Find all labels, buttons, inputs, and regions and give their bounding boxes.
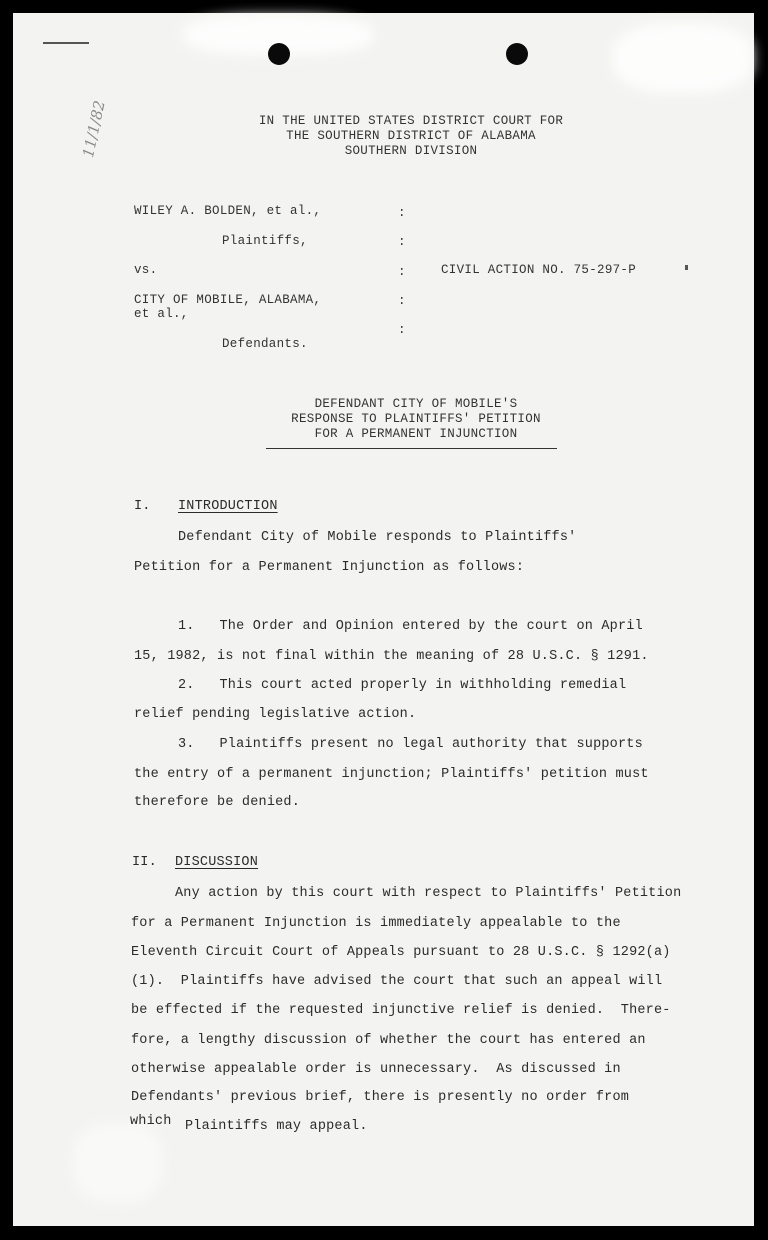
plaintiff-role: Plaintiffs, bbox=[222, 234, 308, 248]
discussion-line: (1). Plaintiffs have advised the court that such an appeal will bbox=[131, 974, 663, 989]
document-title-line2: RESPONSE TO PLAINTIFFS' PETITION bbox=[291, 412, 541, 426]
caption-separator: : bbox=[398, 294, 406, 308]
document-title-line1: DEFENDANT CITY OF MOBILE'S bbox=[314, 397, 518, 411]
point-2-line: 2. This court acted properly in withholding remedial bbox=[178, 678, 627, 693]
point-2-line: relief pending legislative action. bbox=[134, 707, 417, 722]
section-2-number: II. bbox=[132, 855, 157, 870]
discussion-line: Eleventh Circuit Court of Appeals pursuant to 28 U.S.C. § 1292(a) bbox=[131, 945, 671, 960]
discussion-line: for a Permanent Injunction is immediately appealable to the bbox=[131, 916, 621, 931]
discussion-line: otherwise appealable order is unnecessary. As discussed in bbox=[131, 1062, 621, 1077]
section-1-number: I. bbox=[134, 499, 151, 514]
document-title-line3: FOR A PERMANENT INJUNCTION bbox=[314, 427, 518, 441]
point-3-line: 3. Plaintiffs present no legal authority that supports bbox=[178, 737, 643, 752]
section-2-heading: DISCUSSION bbox=[175, 855, 259, 870]
paper-smudge bbox=[73, 1123, 163, 1203]
handwritten-date: 11/1/82 bbox=[79, 98, 109, 160]
intro-line: Defendant City of Mobile responds to Plaintiffs' bbox=[178, 530, 577, 545]
point-3-line: therefore be denied. bbox=[134, 795, 301, 810]
punch-hole-left bbox=[268, 43, 290, 65]
caption-separator: : bbox=[398, 323, 406, 337]
discussion-line: be effected if the requested injunctive relief is denied. There- bbox=[131, 1003, 671, 1018]
court-name-line2: THE SOUTHERN DISTRICT OF ALABAMA bbox=[286, 129, 536, 143]
defendant-role: Defendants. bbox=[222, 337, 308, 351]
discussion-line: fore, a lengthy discussion of whether the court has entered an bbox=[131, 1033, 646, 1048]
point-1-line: 15, 1982, is not final within the meaning of 28 U.S.C. § 1291. bbox=[134, 649, 649, 664]
discussion-line: Any action by this court with respect to Plaintiffs' Petition bbox=[175, 886, 682, 901]
court-name-line1: IN THE UNITED STATES DISTRICT COURT FOR bbox=[258, 114, 564, 128]
caption-separator: : bbox=[398, 206, 406, 220]
defendant-name: CITY OF MOBILE, ALABAMA, bbox=[134, 293, 322, 307]
stray-mark bbox=[685, 265, 688, 270]
intro-line: Petition for a Permanent Injunction as follows: bbox=[134, 560, 525, 575]
document-page bbox=[13, 13, 754, 1226]
discussion-line: Defendants' previous brief, there is presently no order from bbox=[131, 1090, 630, 1105]
title-underline bbox=[266, 448, 557, 449]
stray-mark bbox=[43, 42, 89, 44]
caption-separator: : bbox=[398, 265, 406, 279]
section-1-heading: INTRODUCTION bbox=[178, 499, 278, 514]
versus-label: vs. bbox=[134, 263, 158, 277]
discussion-line: which bbox=[130, 1114, 172, 1129]
defendant-name-cont: et al., bbox=[134, 307, 189, 321]
punch-hole-right bbox=[506, 43, 528, 65]
plaintiff-name: WILEY A. BOLDEN, et al., bbox=[134, 204, 322, 218]
case-number: CIVIL ACTION NO. 75-297-P bbox=[441, 263, 637, 277]
discussion-line: Plaintiffs may appeal. bbox=[185, 1119, 368, 1134]
caption-separator: : bbox=[398, 235, 406, 249]
paper-smudge bbox=[613, 23, 753, 93]
court-name-line3: SOUTHERN DIVISION bbox=[344, 144, 478, 158]
point-1-line: 1. The Order and Opinion entered by the court on April bbox=[178, 619, 643, 634]
point-3-line: the entry of a permanent injunction; Plaintiffs' petition must bbox=[134, 767, 649, 782]
